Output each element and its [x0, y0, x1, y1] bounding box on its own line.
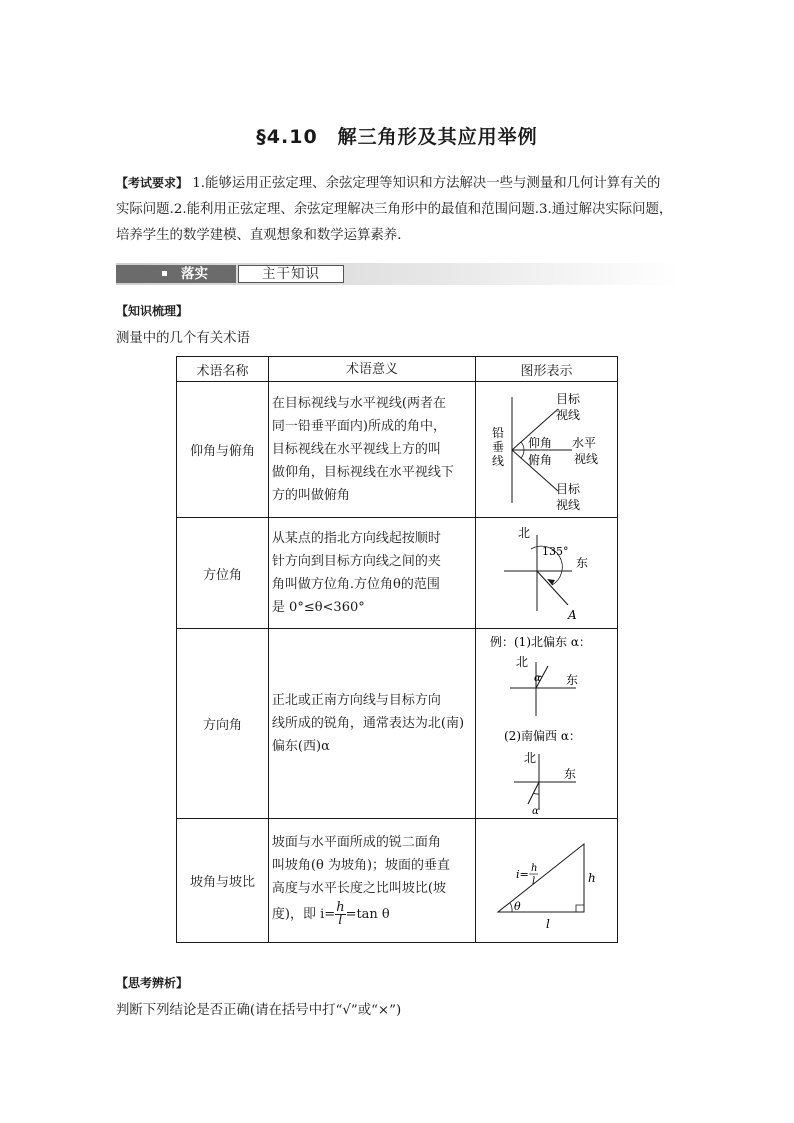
slope-h-numerator: h [531, 862, 538, 874]
table-row [177, 518, 618, 629]
knowledge-intro: 测量中的几个有关术语 [116, 331, 250, 346]
term-meaning [268, 382, 475, 518]
think-text: 判断下列结论是否正确(请在括号中打“√”或“×”) [116, 1003, 402, 1018]
meaning-line: 目标视线在水平视线上方的叫 [271, 442, 441, 457]
plumb-label-3: 线 [492, 453, 505, 468]
alpha-label-1: α [534, 672, 541, 684]
table-header-row [177, 357, 618, 382]
term-figure [476, 819, 618, 943]
east-label-1: 东 [566, 672, 579, 687]
slope-l-denominator: l [532, 875, 536, 887]
east-label: 东 [576, 556, 589, 570]
exam-requirements [116, 170, 679, 249]
think-tag: 【思考辨析】 [116, 976, 189, 990]
depression-label: 俯角 [528, 452, 553, 467]
term-name: 方向角 [177, 629, 269, 819]
meaning-line: 做仰角，目标视线在水平视线下 [271, 465, 454, 480]
north-label-1: 北 [516, 654, 529, 669]
term-figure [476, 382, 618, 518]
term-name: 方位角 [177, 518, 269, 629]
elevation-label: 仰角 [528, 435, 553, 450]
horizontal-label-2: 视线 [574, 451, 599, 466]
length-label: l [546, 916, 550, 931]
term-name: 仰角与俯角 [177, 382, 269, 518]
meaning-line: 高度与水平长度之比叫坡比(坡 [271, 881, 446, 896]
target-top-2: 视线 [556, 407, 581, 422]
exam-line-1: 1.能够运用正弦定理、余弦定理等知识和方法解决一些与测量和几何计算有关的 [192, 176, 661, 191]
slope-diagram [476, 820, 616, 942]
meaning-line: 偏东(西)α [271, 739, 330, 754]
plumb-label-2: 垂 [492, 439, 505, 454]
meaning-line: 线所成的锐角，通常表达为北(南) [271, 716, 465, 731]
meaning-line: 从某点的指北方向线起按顺时 [271, 531, 441, 546]
example-1-label: 例：(1)北偏东 α： [490, 634, 591, 649]
exam-line-3: 培养学生的数学建模、直观想象和数学运算素养. [116, 228, 402, 243]
meaning-line [272, 900, 472, 930]
east-label-2: 东 [564, 766, 577, 781]
terms-table [176, 356, 618, 943]
example-2-label: (2)南偏西 α： [504, 728, 581, 743]
fraction [335, 902, 345, 927]
elevation-depression-diagram [476, 383, 616, 517]
meaning-line: 方的叫做俯角 [271, 488, 350, 503]
header-meaning: 术语意义 [268, 357, 475, 382]
meaning-line: 同一铅垂平面内)所成的角中， [271, 419, 446, 434]
theta-label: θ [514, 899, 521, 913]
slope-formula-prefix: 度)，即 i= [271, 907, 336, 922]
plumb-label-1: 铅 [492, 425, 505, 440]
header-figure: 图形表示 [476, 357, 618, 382]
term-figure [476, 518, 618, 629]
horizontal-label-1: 水平 [572, 435, 597, 450]
alpha-label-2: α [532, 805, 539, 817]
north-label: 北 [518, 526, 531, 540]
target-bottom-2: 视线 [556, 497, 581, 512]
table-row [177, 819, 618, 943]
banner-right: 主干知识 [238, 265, 344, 283]
meaning-line: 正北或正南方向线与目标方向 [271, 693, 441, 708]
knowledge-section [116, 300, 679, 350]
meaning-line: 叫坡角(θ 为坡角)；坡面的垂直 [271, 858, 451, 873]
section-banner [116, 263, 679, 285]
fraction-numerator: h [336, 900, 345, 915]
term-meaning [268, 629, 475, 819]
term-name: 坡角与坡比 [177, 819, 269, 943]
meaning-line: 是 0°≤θ<360° [271, 600, 365, 615]
target-bottom-1: 目标 [556, 481, 581, 496]
knowledge-tag: 【知识梳理】 [116, 304, 189, 318]
north-label-2: 北 [524, 750, 537, 765]
azimuth-diagram [476, 519, 616, 627]
header-name: 术语名称 [177, 357, 269, 382]
slope-formula-suffix: =tan θ [345, 907, 390, 922]
exam-tag: 【考试要求】 [116, 176, 189, 190]
think-section [116, 972, 679, 1022]
meaning-line: 针方向到目标方向线之间的夹 [271, 554, 441, 569]
term-meaning [268, 518, 475, 629]
meaning-line: 坡面与水平面所成的锐二面角 [271, 835, 441, 850]
table-row [177, 629, 618, 819]
angle-label: 135° [542, 545, 569, 558]
direction-angle-diagram [476, 630, 616, 818]
banner-left [116, 265, 236, 283]
term-figure [476, 629, 618, 819]
table-row [177, 382, 618, 518]
height-label: h [588, 870, 596, 885]
fraction-denominator: l [338, 913, 343, 928]
meaning-line: 在目标视线与水平视线(两者在 [271, 396, 446, 411]
exam-line-2: 实际问题.2.能利用正弦定理、余弦定理解决三角形中的最值和范围问题.3.通过解决实际问题， [116, 202, 673, 217]
banner-left-label: 落实 [181, 266, 208, 282]
term-meaning [268, 819, 475, 943]
meaning-line: 角叫做方位角.方位角θ的范围 [271, 577, 440, 592]
point-label: A [568, 608, 577, 622]
slope-i-label: i= [516, 867, 529, 881]
target-top-1: 目标 [556, 391, 581, 406]
page-title: §4.10 解三角形及其应用举例 [256, 126, 538, 148]
square-icon [162, 271, 167, 276]
